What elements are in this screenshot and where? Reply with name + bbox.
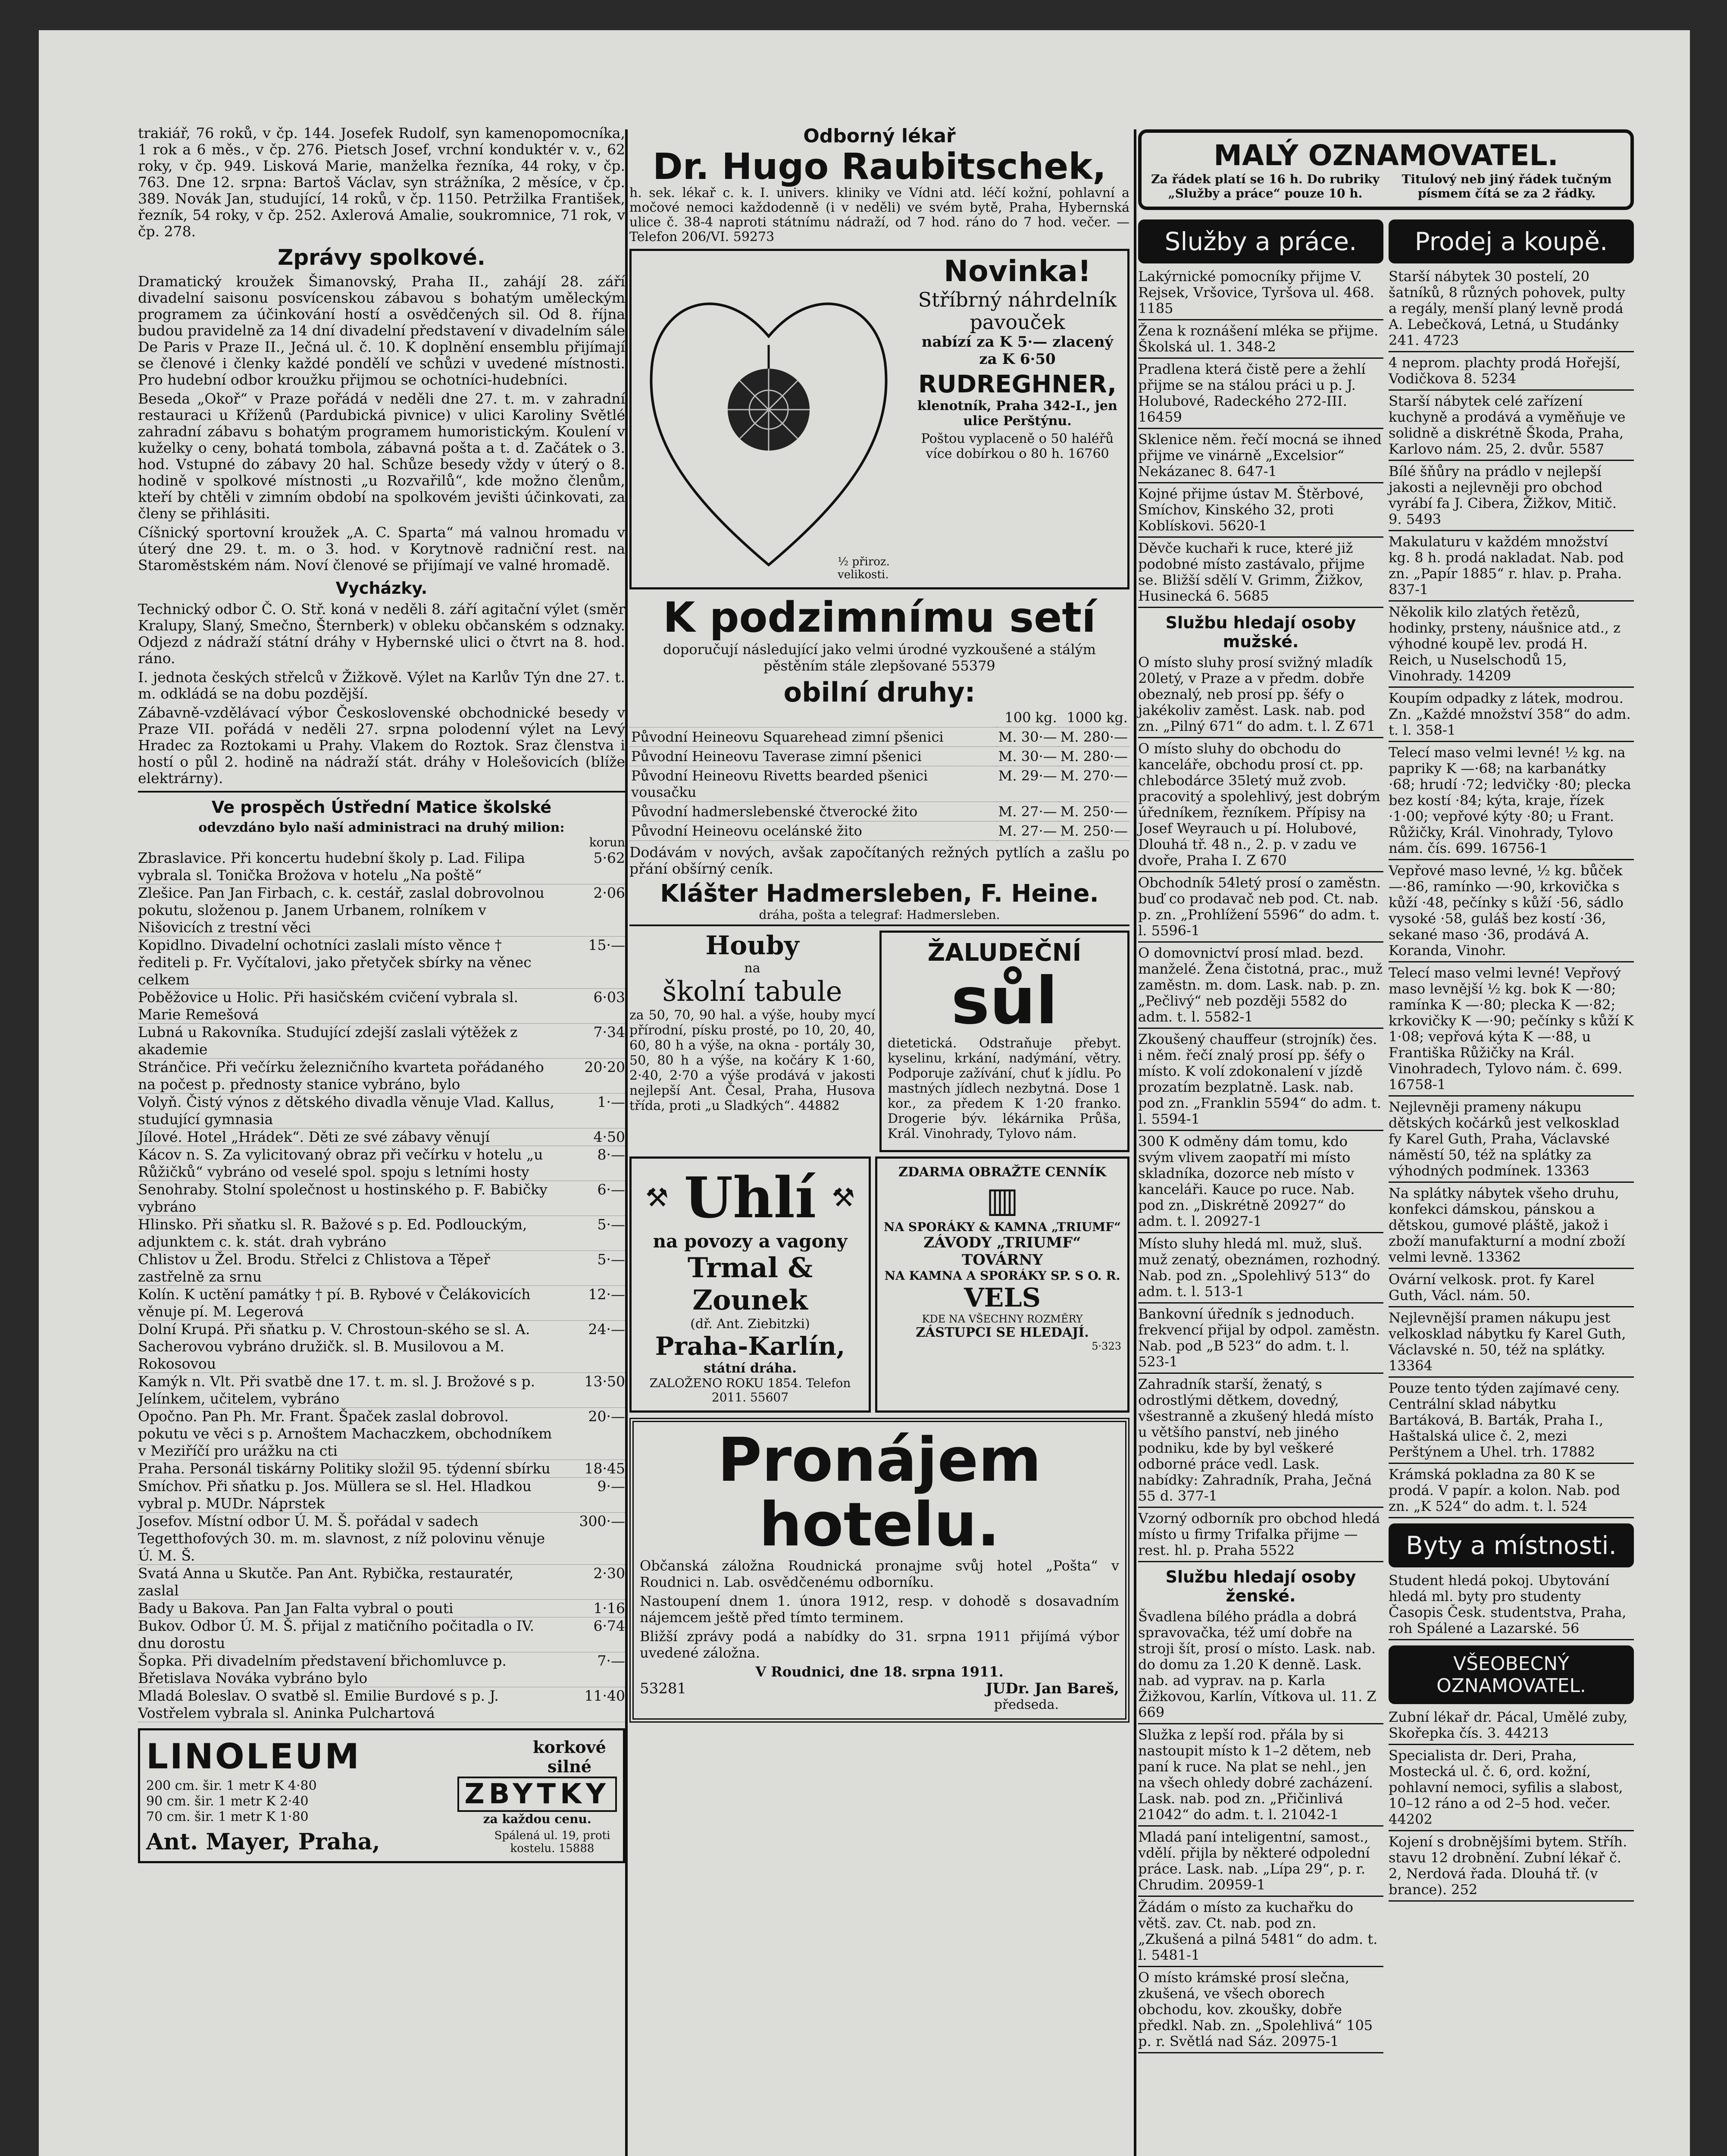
houby-ad bbox=[629, 931, 879, 1152]
column-rule bbox=[625, 129, 628, 2156]
donation-row bbox=[138, 1565, 625, 1600]
seti-firm: Klášter Hadmersleben, F. Heine. bbox=[660, 880, 1099, 908]
classified-ad: 4 neprom. plachty prodá Hořejší, Vodičkova 8. 5234 bbox=[1389, 355, 1634, 391]
classified-ad: O místo krámské prosí slečna, zkušená, ve všech oborech obchodu, kov. zkoušky, dobře předkl. Nab. zn. „Spolehlivá“ 105 p. r. Světlá nad Sáz. 20975-1 bbox=[1138, 1970, 1383, 2053]
column-middle bbox=[629, 125, 1129, 1727]
donation-amount: 7·— bbox=[597, 1652, 625, 1669]
grain-row bbox=[629, 802, 1129, 821]
grain-name: Původní Heineovu Squarehead zimní pšenici bbox=[629, 727, 997, 747]
donation-amount: 5·— bbox=[597, 1216, 625, 1233]
linoleum-firm: Ant. Mayer, Praha, bbox=[146, 1829, 380, 1855]
section-heading-hledaji-m: Službu hledají osoby mužské. bbox=[1165, 613, 1356, 651]
classified-ad: Kojení s drobnějšími bytem. Stříh. stavu 12 drobnění. Zubní lékař č. 2, Nerdová řada. Dlouhá tř. (v brance). 252 bbox=[1389, 1834, 1634, 1902]
donation-amount: 6·03 bbox=[593, 989, 625, 1006]
donation-amount: 20·20 bbox=[584, 1059, 625, 1075]
hotel-place: V Roudnici, dne 18. srpna 1911. bbox=[755, 1664, 1004, 1680]
zbytky-block bbox=[457, 1777, 617, 1826]
coal-founded: ZALOŽENO ROKU 1854. Telefon 2011. 55607 bbox=[649, 1376, 851, 1404]
classifieds-header bbox=[1138, 129, 1634, 210]
donation-amount: 6·— bbox=[597, 1181, 625, 1198]
donation-text: Hlinsko. Při sňatku sl. R. Bažové s p. Ed. Podlouckým, adjunktem c. k. stát. drah vybráno bbox=[138, 1216, 527, 1250]
donation-row bbox=[138, 1687, 625, 1722]
donation-row bbox=[138, 1460, 625, 1478]
coal-city: Praha-Karlín, bbox=[655, 1332, 845, 1361]
donation-text: Svatá Anna u Skutče. Pan Ant. Rybička, restauratér, zaslal bbox=[138, 1565, 514, 1599]
seti-firm-sub: dráha, pošta a telegraf: Hadmersleben. bbox=[629, 908, 1129, 926]
classified-ad: Koupím odpadky z látek, modrou. Zn. „Každé množství 358“ do adm. t. l. 358-1 bbox=[1389, 690, 1634, 742]
linoleum-address: Spálená ul. 19, proti kostelu. 15888 bbox=[494, 1829, 610, 1855]
donation-amount: 2·30 bbox=[593, 1565, 625, 1582]
classified-ad: Pradlena která čistě pere a žehlí přijme se na stálou práci u p. J. Holubové, Radeckého 272-III. 16459 bbox=[1138, 361, 1383, 429]
zbytky-sub: za každou cenu. bbox=[483, 1812, 591, 1826]
crossed-hammers-icon: ⚒ bbox=[645, 1182, 669, 1213]
article-paragraph: Technický odbor Č. O. Stř. koná v neděli 8. září agitační výlet (směr Kralupy, Slaný, Smečno, Šternberk) v obleku občanském s odznaky. Odjezd z nádraží státní dráhy v Hybernské ulici o čtvrt na 8. hod. ráno. bbox=[138, 601, 625, 667]
stove-firm-sub: KDE NA VŠECHNY ROZMĚRY bbox=[922, 1313, 1083, 1325]
houby-text: za 50, 70, 90 hal. a výše, houby mycí přírodní, písku prosté, po 10, 20, 40, 60, 80 h a výše, na okna - portály 30, 50, 80 h a výše, na kočáry K 1·60, 2·40, 2·70 a výše prodává v jakosti nejlepší Ant. Česal, Praha, Husova třída, proti „u Sladkých“. 44882 bbox=[629, 1008, 875, 1113]
doctor-ad-text: h. sek. lékař c. k. I. univers. kliniky ve Vídni atd. léčí kožní, pohlavní a močové nemoci každodenně (i v neděli) ve svém bytě, Praha, Hybernská ulice č. 38-4 naproti státnímu nádraží, od 7 hod. ráno do 7 hod. večer. — Telefon 206/VI. 59273 bbox=[629, 185, 1129, 244]
classified-ad: Služka z lepší rod. přála by si nastoupit místo k 1–2 dětem, neb paní k ruce. Na plat se nehl., jen na všech ohledy dobré zacházení. Lask. nab. pod zn. „Přičinlivá 21042“ do adm. t. l. 21042-1 bbox=[1138, 1727, 1383, 1827]
section-heading-spolky: Zprávy spolkové. bbox=[278, 245, 485, 270]
classified-ad: O místo sluhy do obchodu do kanceláře, obchodu prosí ct. pp. chlebodárce 35letý muž zvob. pracovitý a spolehlivý, jest dobrým úředníkem, řezníkem. Přípisy na Josef Weyrauch u pí. Holubové, Dlouhá tř. 48 n., 2. p. v zadu ve dvoře, Praha I. Z 670 bbox=[1138, 741, 1383, 872]
donation-row bbox=[138, 1128, 625, 1146]
donation-text: Dolní Krupá. Při sňatku p. V. Chrostoun-ského se sl. A. Sacherovou vybráno družičk. sl. B. Musilovou a M. Rokosovou bbox=[138, 1321, 530, 1372]
necklace-illustration bbox=[635, 254, 911, 584]
donation-row bbox=[138, 1181, 625, 1216]
classified-ad: Kojné přijme ústav M. Štěrbové, Smíchov, Kinského 32, proti Koblískovi. 5620-1 bbox=[1138, 486, 1383, 538]
classified-ad: Zkoušený chauffeur (strojník) čes. i něm. řečí znalý prosí pp. šéfy o místo. K volí zdokonalení v jízdě prozatím bezplatně. Lask. nab. pod zn. „Franklin 5594“ do adm. t. l. 5594-1 bbox=[1138, 1031, 1383, 1131]
donation-amount: 6·74 bbox=[593, 1617, 625, 1634]
section-heading-hledaji-z: Službu hledají osoby ženské. bbox=[1165, 1567, 1356, 1605]
price-line: 70 cm. šir. 1 metr K 1·80 bbox=[146, 1809, 309, 1824]
middle-ad-row bbox=[629, 931, 1129, 1152]
grain-name: Původní hadmerslebenské čtverocké žito bbox=[629, 802, 997, 821]
donation-text: Kopidlno. Divadelní ochotníci zaslali místo věnce † řediteli p. Fr. Vyčítalovi, jako přetyček sbírky na věnec celkem bbox=[138, 937, 532, 988]
grain-row bbox=[629, 821, 1129, 841]
classified-ad: O místo sluhy prosí svižný mladík 20letý, v Praze a v předm. dobře obeznalý, neb prosí pp. šéfy o jakékoliv zaměst. Lask. nab. pod zn. „Pilný 671“ do adm. t. l. Z 671 bbox=[1138, 655, 1383, 738]
classified-ad: Obchodník 54letý prosí o zaměstn. buď co prodavač neb pod. Ct. nab. p. zn. „Prohlížení 5596“ do adm. t. l. 5596-1 bbox=[1138, 875, 1383, 943]
donation-amount: 11·40 bbox=[584, 1687, 625, 1704]
donation-row bbox=[138, 884, 625, 937]
donation-text: Zbraslavice. Při koncertu hudební školy p. Lad. Filipa vybrala sl. Tonička Brožova v hotelu „Na poště“ bbox=[138, 849, 526, 884]
donation-text: Praha. Personál tiskárny Politiky složil 95. týdenní sbírku bbox=[138, 1460, 551, 1477]
linoleum-sub: korkové silné bbox=[533, 1737, 606, 1776]
classified-ad: Bílé šňůry na prádlo v nejlepší jakosti a nejlevněji pro obchod vyrábí fa J. Cibera, Žižkov, Mitič. 9. 5493 bbox=[1389, 464, 1634, 531]
donation-text: Poběžovice u Holic. Při hasičském cvičení vybrala sl. Marie Remešová bbox=[138, 989, 519, 1023]
grain-price-100: M. 29·— bbox=[997, 766, 1059, 802]
novinka-post: Poštou vyplaceně o 50 haléřů více dobírkou o 80 h. 16760 bbox=[921, 431, 1114, 461]
donation-row bbox=[138, 1478, 625, 1513]
stove-ad bbox=[875, 1156, 1129, 1413]
hotel-ad bbox=[629, 1418, 1129, 1723]
donation-row bbox=[138, 989, 625, 1024]
seti-heading: K podzimnímu setí bbox=[663, 593, 1096, 642]
donation-row bbox=[138, 1216, 625, 1251]
donation-text: Josefov. Místní odbor Ú. M. Š. pořádal v sadech Tegetthofových 30. m. m. slavnost, z níž polovinu věnuje Ú. M. Š. bbox=[138, 1513, 545, 1564]
donation-amount: 18·45 bbox=[584, 1460, 625, 1477]
grain-price-table bbox=[629, 708, 1129, 841]
donation-amount: 12·— bbox=[588, 1286, 625, 1303]
classified-ad: Lakýrnické pomocníky přijme V. Rejsek, Vršovice, Tyršova ul. 468. 1185 bbox=[1138, 269, 1383, 320]
salt-title: ŽALUDEČNÍ bbox=[927, 939, 1082, 967]
donation-text: Bady u Bakova. Pan Jan Falta vybral o pouti bbox=[138, 1600, 454, 1617]
grain-price-100: M. 30·— bbox=[997, 727, 1059, 747]
classified-ad: Pouze tento týden zajímavé ceny. Centrální sklad nábytku Bartáková, B. Barták, Praha I., Haštalská ulice č. 2, mezi Perštýnem a Uhel. trh. 17882 bbox=[1389, 1380, 1634, 1464]
coal-firm: Trmal & Zounek bbox=[687, 1252, 813, 1316]
classifieds-rate: Za řádek platí se 16 h. Do rubriky „Služby a práce“ pouze 10 h. bbox=[1151, 172, 1380, 201]
ads-list bbox=[1389, 1573, 1634, 1640]
column-right bbox=[1138, 125, 1634, 2056]
donation-text: Stránčice. Při večírku železničního kvarteta pořádaného na počest p. přednosty stanice vybráno, bylo bbox=[138, 1059, 544, 1093]
matice-subtitle: odevzdáno bylo naší administraci na druhý milion: bbox=[198, 820, 565, 835]
donation-row bbox=[138, 1617, 625, 1652]
grain-header-cell: 1000 kg. bbox=[1059, 708, 1129, 727]
stove-code: 5·323 bbox=[1092, 1340, 1121, 1352]
donation-text: Kamýk n. Vlt. Při svatbě dne 17. t. m. sl. J. Brožové s p. Jelínkem, učitelem, vybráno bbox=[138, 1373, 535, 1407]
coal-title: Uhlí bbox=[684, 1165, 817, 1231]
section-banner-byty: Byty a místnosti. bbox=[1389, 1523, 1634, 1567]
grain-header-cell bbox=[629, 708, 997, 727]
classified-ad: Makulaturu v každém množství kg. 8 h. prodá nakladat. Nab. pod zn. „Papír 1885“ r. hlav. p. Praha. 837-1 bbox=[1389, 534, 1634, 602]
grain-row bbox=[629, 766, 1129, 802]
necklace-caption: ½ přiroz. velikosti. bbox=[838, 555, 890, 581]
linoleum-prices bbox=[146, 1778, 317, 1825]
donation-amount: 5·— bbox=[597, 1251, 625, 1268]
donation-row bbox=[138, 1094, 625, 1128]
classified-ad: Zahradník starší, ženatý, s odrostlými dětkem, dovedný, všestranně a zkušený hledá místo u většího panství, neb jiného podniku, kde by byl veškeré odborné práce vedl. Lask. nabídky: Zahradník, Praha, Ječná 55 d. 377-1 bbox=[1138, 1376, 1383, 1508]
obili-heading: obilní druhy: bbox=[783, 677, 976, 708]
donation-text: Lubná u Rakovníka. Studující zdejší zaslali výtěžek z akademie bbox=[138, 1024, 518, 1058]
ads-list bbox=[1138, 269, 1383, 608]
necklace-ad bbox=[629, 249, 1129, 589]
donation-amount: 9·— bbox=[597, 1478, 625, 1495]
donation-row bbox=[138, 1321, 625, 1373]
linoleum-title: LINOLEUM bbox=[146, 1736, 361, 1777]
salt-ad bbox=[879, 931, 1129, 1152]
classified-ad: Sklenice něm. řečí mocná se ihned přijme ve vinárně „Excelsior“ Nekázanec 8. 647-1 bbox=[1138, 432, 1383, 483]
ads-list bbox=[1138, 655, 1383, 1562]
houby-title: Houby bbox=[705, 931, 799, 961]
classified-ad: Vepřové maso levné, ½ kg. bůček —·86, ramínko —·90, krkovička s kůží ·48, pečínky s kůží ·56, sádlo vysoké ·58, guláš bez kostí ·36, sekané maso ·36, prodává A. Koranda, Vinohr. bbox=[1389, 863, 1634, 962]
donation-row bbox=[138, 1251, 625, 1286]
coal-text: na povozy a vagony bbox=[653, 1231, 848, 1252]
stove-agents: ZÁSTUPCI SE HLEDAJÍ. bbox=[916, 1325, 1089, 1340]
donation-row bbox=[138, 1286, 625, 1321]
stove-firm: VELS bbox=[964, 1283, 1041, 1313]
donation-text: Volyň. Čistý výnos z dětského divadla věnuje Vlad. Kallus, studující gymnasia bbox=[138, 1094, 554, 1128]
donation-text: Smíchov. Při sňatku p. Jos. Müllera se sl. Hel. Hladkou vybral p. MUDr. Náprstek bbox=[138, 1478, 532, 1512]
donation-text: Senohraby. Stolní společnost u hostinského p. F. Babičky vybráno bbox=[138, 1181, 548, 1215]
classified-ad: Žádám o místo za kuchařku do větš. zav. Ct. nab. pod zn. „Zkušená a pilná 5481“ do adm. t. l. 5481-1 bbox=[1138, 1899, 1383, 1967]
donation-amount: 20·— bbox=[588, 1408, 625, 1425]
hotel-role: předseda. bbox=[994, 1697, 1059, 1712]
classified-ad: Bankovní úředník s jednoduch. frekvencí přijal by odpol. zaměstn. Nab. pod „B 523“ do adm. t. l. 523-1 bbox=[1138, 1306, 1383, 1374]
hotel-text: Občanská záložna Roudnická pronajme svůj hotel „Pošta“ v Roudnici n. Lab. osvědčenému odborníku. bbox=[640, 1557, 1119, 1590]
donation-row bbox=[138, 849, 625, 884]
donation-row bbox=[138, 1373, 625, 1408]
grain-row bbox=[629, 727, 1129, 747]
classified-ad: Mladá paní inteligentní, samost., vdělí. přijla by některé odpolední práce. Lask. nab. „Lípa 29“, p. r. Chrudim. 20959-1 bbox=[1138, 1829, 1383, 1897]
zbytky-title: ZBYTKY bbox=[457, 1777, 617, 1812]
classified-ad: Krámská pokladna za 80 K se prodá. V papír. a kolon. Nab. pod zn. „K 524“ do adm. t. l. 524 bbox=[1389, 1467, 1634, 1518]
grain-price-1000: M. 270·— bbox=[1059, 766, 1129, 802]
grain-header-cell: 100 kg. bbox=[997, 708, 1059, 727]
novinka-price: nabízí za K 5·— zlacený za K 6·50 bbox=[921, 333, 1114, 368]
classified-ad: Švadlena bílého prádla a dobrá spravovačka, též umí dobře na stroji šít, prosí o místo. Lask. nab. do domu za 1.20 K denně. Lask. nab. ad vyprav. na p. Karla Žižkovou, Karlín, Vítkova ul. 11. Z 669 bbox=[1138, 1609, 1383, 1724]
doctor-pretitle: Odborný lékař bbox=[803, 125, 956, 147]
stove-line: NA KAMNA A SPORÁKY SP. S O. R. bbox=[884, 1269, 1120, 1283]
hotel-title: hotelu. bbox=[759, 1490, 1000, 1560]
stove-icon: ▥ bbox=[986, 1180, 1019, 1220]
classified-ad: Nejlevněji prameny nákupu dětských kočárků jest velkosklad fy Karel Guth, Praha, Václavské náměstí 50, též na splátky za výhodných podmínek. 13363 bbox=[1389, 1099, 1634, 1183]
classified-ad: Starší nábytek 30 postelí, 20 šatníků, 8 různých pohovek, pulty a regály, menší planý levně prodá A. Lebečková, Letná, u Studánky 241. 4723 bbox=[1389, 269, 1634, 352]
novinka-sub: Stříbrný náhrdelník pavouček bbox=[918, 288, 1117, 334]
section-banner-prodej: Prodej a koupě. bbox=[1389, 219, 1634, 263]
donation-row bbox=[138, 1059, 625, 1094]
coal-firm-sub: (dř. Ant. Ziebitzki) bbox=[690, 1316, 810, 1332]
stove-line: NA SPORÁKY & KAMNA „TRIUMF“ bbox=[883, 1220, 1121, 1234]
donation-row bbox=[138, 1146, 625, 1181]
donation-text: Jílové. Hotel „Hrádek“. Děti ze své zábavy věnují bbox=[138, 1128, 490, 1145]
classified-ad: O domovnictví prosí mlad. bezd. manželé. Žena čistotná, prac., muž zaměstn. m. dom. Lask. nab. p. zn. „Pečlivý“ neb později 5582 do adm. t. l. 5582-1 bbox=[1138, 945, 1383, 1029]
article-paragraph: Dramatický kroužek Šimanovský, Praha II., zahájí 28. září divadelní saisonu posvícenskou zábavou s bohatým uměleckým programem za účinkování hostí a osvědčených sil. Od 8. října budou pravidelně za 14 dní divadelní představení v divadelním sále De Paris v Praze II., Ječná ul. č. 10. K doplnění ensemblu přijímají se členové i členky každé pondělí ve schůzi v uvedené místnosti. Pro hudební odbor kroužku přijmou se ochotníci-hudebníci. bbox=[138, 273, 625, 388]
classifieds-col-b bbox=[1389, 214, 1634, 2056]
classified-ad: Několik kilo zlatých řetězů, hodinky, prsteny, náušnice atd., z výhodné koupě lev. prodá H. Reich, u Nuselschodů 15, Vinohrady. 14209 bbox=[1389, 604, 1634, 688]
section-heading-vychazky: Vycházky. bbox=[335, 579, 428, 598]
classified-ad: Zubní lékař dr. Pácal, Umělé zuby, Skořepka čís. 3. 44213 bbox=[1389, 1709, 1634, 1745]
article-paragraph: Beseda „Okoř“ v Praze pořádá v neděli dne 27. t. m. v zahradní restauraci u Kříženů (Pardubická pivnice) v ulici Karoliny Světlé zahradní zábavu s bohatým programem humoristickým. Koulení v kuželky o ceny, bohatá tombola, zábavná pošta a t. d. Začátek o 3. hod. Vstupné do zábavy 20 hal. Schůze besedy vždy v úterý o 8. hodině v spolkové místnosti „u Rozvařilů“, kde možno členům, kteří by chtěli v zimním období na spolkovém jevišti účinkovati, za členy se přihlásiti. bbox=[138, 390, 625, 522]
houby-na: na bbox=[744, 961, 760, 976]
column-rule bbox=[1134, 129, 1136, 2156]
ads-list bbox=[1389, 1709, 1634, 1902]
grain-table-body bbox=[629, 727, 1129, 841]
article-paragraph: Zábavně-vzdělávací výbor Československé obchodnické besedy v Praze VII. pořádá v neděli 27. srpna polodenní výlet na Levý Hradec za Roztokami u Prahy. Vlakem do Roztok. Sraz členstva i hostí o půl 2. hodině na nádraží stát. dráhy v Holešovicích (blíže elektrárny). bbox=[138, 704, 625, 787]
donation-text: Zlešice. Pan Jan Firbach, c. k. cestář, zaslal dobrovolnou pokutu, složenou p. Janem Urbanem, rolníkem v Nišovicích z trestní věci bbox=[138, 884, 544, 936]
donation-row bbox=[138, 1652, 625, 1687]
donation-row bbox=[138, 1408, 625, 1460]
classified-ad: 300 K odměny dám tomu, kdo svým vlivem zaopatří mi místo skladníka, dozorce neb místo v kanceláři. Kauce po ruce. Nab. pod zn. „Diskrétně 20927“ do adm. t. l. 20927-1 bbox=[1138, 1134, 1383, 1233]
salt-word: sůl bbox=[951, 964, 1058, 1039]
ads-list bbox=[1138, 1609, 1383, 2053]
article-paragraph: I. jednota českých střelců v Žižkově. Výlet na Karlův Týn dne 27. t. m. odkládá se na dobu pozdější. bbox=[138, 669, 625, 702]
donation-amount: 300·— bbox=[579, 1513, 625, 1529]
hotel-text: Nastoupení dnem 1. února 1912, resp. v dohodě s dosavadním nájemcem ještě před tímto terminem. bbox=[640, 1593, 1119, 1626]
donation-row bbox=[138, 1024, 625, 1059]
divider bbox=[138, 791, 625, 793]
donation-row bbox=[138, 1600, 625, 1617]
hotel-title: Pronájem bbox=[717, 1425, 1042, 1495]
classified-ad: Vzorný odborník pro obchod hledá místo u firmy Trifalka přijme — rest. hl. p. Praha 5522 bbox=[1138, 1510, 1383, 1562]
grain-price-1000: M. 250·— bbox=[1059, 802, 1129, 821]
ads-list bbox=[1389, 269, 1634, 1518]
classified-ad: Místo sluhy hledá ml. muž, sluš. muž zenatý, obeznámen, rozhodný. Nab. pod zn. „Spolehlivý 513“ do adm. t. l. 513-1 bbox=[1138, 1236, 1383, 1304]
grain-price-1000: M. 280·— bbox=[1059, 747, 1129, 766]
classifieds-col-a bbox=[1138, 214, 1383, 2056]
donation-text: Mladá Boleslav. O svatbě sl. Emilie Burdové s p. J. Vostřelem vybrala sl. Aninka Pulchartová bbox=[138, 1687, 499, 1721]
section-banner-sluzby: Služby a práce. bbox=[1138, 219, 1383, 263]
donation-text: Bukov. Odbor Ú. M. Š. přijal z matičního počitadla o IV. dnu dorostu bbox=[138, 1617, 535, 1651]
classified-ad: Ovární velkosk. prot. fy Karel Guth, Václ. nám. 50. bbox=[1389, 1272, 1634, 1307]
donation-amount: 1·16 bbox=[593, 1600, 625, 1617]
stove-line: ZÁVODY „TRIUMF“ TOVÁRNY bbox=[923, 1234, 1081, 1269]
classified-ad: Děvče kuchaři k ruce, které již podobné místo zastávalo, přijme se. Bližší sdělí V. Grimm, Žižkov, Husinecká 6. 5685 bbox=[1138, 540, 1383, 608]
classifieds-title: MALÝ OZNAMOVATEL. bbox=[1214, 139, 1558, 172]
donation-text: Chlistov u Žel. Brodu. Střelci z Chlistova a Těpeř zastřelně za srnu bbox=[138, 1251, 490, 1285]
grain-price-100: M. 30·— bbox=[997, 747, 1059, 766]
donation-text: Kácov n. S. Za vylicitovaný obraz při večírku v hotelu „u Růžičků“ vybráno od veselé spol. spoju s letními hosty bbox=[138, 1146, 543, 1180]
houby-tabule: školní tabule bbox=[662, 976, 842, 1008]
donation-amount: 7·34 bbox=[593, 1024, 625, 1040]
necklace-text bbox=[911, 254, 1124, 584]
linoleum-ad bbox=[138, 1728, 625, 1863]
classified-ad: Specialista dr. Deri, Praha, Mostecká ul. č. 6, ord. kožní, pohlavní nemoci, syfilis a slabost, 10–12 ráno a od 2–5 hod. večer. 44202 bbox=[1389, 1748, 1634, 1831]
section-banner-vseobecny: VŠEOBECNÝ OZNAMOVATEL. bbox=[1389, 1645, 1634, 1704]
salt-text: dietetická. Odstraňuje přebyt. kyselinu, krkání, nadýmání, větry. Podporuje zažívání, chuť k jídlu. Po mastných jídlech nezbytná. Dose 1 kor., za předem K 1·20 franko. Drogerie býv. lékárnika Průša, Král. Vinohrady, Tylovo nám. bbox=[888, 1036, 1121, 1141]
classified-ad: Na splátky nábytek všeho druhu, konfekci dámskou, pánskou a dětskou, gumové pláště, jakož i zboží manufakturní a modní zboží velmi levně. 13362 bbox=[1389, 1185, 1634, 1269]
grain-price-1000: M. 250·— bbox=[1059, 821, 1129, 841]
price-line: 90 cm. šir. 1 metr K 2·40 bbox=[146, 1793, 309, 1809]
grain-price-100: M. 27·— bbox=[997, 821, 1059, 841]
doctor-name: Dr. Hugo Raubitschek, bbox=[652, 145, 1107, 188]
donation-amount: 13·50 bbox=[584, 1373, 625, 1390]
grain-name: Původní Heineovu ocelánské žito bbox=[629, 821, 997, 841]
donation-text: Opočno. Pan Ph. Mr. Frant. Špaček zaslal dobrovol. pokutu ve věci s p. Arnoštem Machaczkem, obchodníkem v Meziříčí pro urážku na cti bbox=[138, 1408, 552, 1459]
hotel-text: Bližší zprávy podá a nabídky do 31. srpna 1911 přijímá výbor uvedené záložna. bbox=[640, 1628, 1119, 1661]
donation-text: Šopka. Při divadelním představení břichomluvce p. Břetislava Nováka vybráno bylo bbox=[138, 1652, 507, 1686]
hotel-sign: JUDr. Jan Bareš, bbox=[986, 1680, 1119, 1697]
donation-text: Kolín. K uctění památky † pí. B. Rybové v Čelákovicích věnuje pí. M. Legerová bbox=[138, 1286, 531, 1320]
donation-row bbox=[138, 937, 625, 989]
donation-list bbox=[138, 849, 625, 1722]
grain-name: Původní Heineovu Rivetts bearded pšenici vousačku bbox=[629, 766, 997, 802]
donation-amount: 8·— bbox=[597, 1146, 625, 1163]
stove-top: ZDARMA OBRAŽTE CENNÍK bbox=[898, 1165, 1106, 1180]
classified-ad: Student hledá pokoj. Ubytování hledá ml. byty pro studenty Časopis Česk. studentstva, Praha, roh Spálené a Lazarské. 56 bbox=[1389, 1573, 1634, 1640]
donation-amount: 5·62 bbox=[593, 849, 625, 866]
novinka-firm: RUDREGHNER, bbox=[918, 370, 1117, 398]
seti-outro: Dodávám v nových, avšak započítaných režných pytlích a zašlu po přání obšírný ceník. bbox=[629, 844, 1129, 877]
heart-necklace-icon bbox=[635, 254, 902, 582]
classifieds-columns bbox=[1138, 214, 1634, 2056]
column-left bbox=[138, 125, 625, 1868]
classified-ad: Starší nábytek celé zařízení kuchyně a prodává a vyměňuje ve solidně a diskrétně Škoda, Praha, Karlovo nám. 25, 2. dvůr. 5587 bbox=[1389, 393, 1634, 461]
donation-row bbox=[138, 1513, 625, 1565]
coal-ad bbox=[629, 1156, 871, 1413]
donation-amount: 2·06 bbox=[593, 884, 625, 901]
classifieds-rate: Titulový neb jiný řádek tučným písmem čítá se za 2 řádky. bbox=[1402, 172, 1612, 201]
article-paragraph: Cíšnický sportovní kroužek „A. C. Sparta“ má valnou hromadu v úterý dne 29. t. m. o 3. hod. v Korytnově radniční rest. na Staroměstském nám. Noví členové se přijímají ve valné hromadě. bbox=[138, 524, 625, 573]
donation-amount: 4·50 bbox=[593, 1128, 625, 1145]
classified-ad: Telecí maso velmi levné! ½ kg. na papriky K —·68; na karbanátky ·68; hrudí ·72; ledvičky ·80; plecka bez kostí ·84; kýta, kraje, řízek ·1·00; vepřové kýty ·80; u Frant. Růžičky, Král. Vinohrady, Tylovo nám. čís. 699. 16756-1 bbox=[1389, 745, 1634, 860]
grain-row bbox=[629, 747, 1129, 766]
donation-amount: 15·— bbox=[588, 937, 625, 953]
currency-label: korun bbox=[589, 835, 625, 849]
novinka-firm-sub: klenotník, Praha 342-I., jen ulice Perštýnu. bbox=[917, 398, 1117, 429]
coal-stove-row bbox=[629, 1156, 1129, 1413]
grain-name: Původní Heineovu Taverase zimní pšenici bbox=[629, 747, 997, 766]
price-line: 200 cm. šir. 1 metr K 4·80 bbox=[146, 1778, 317, 1793]
grain-price-100: M. 27·— bbox=[997, 802, 1059, 821]
classified-ad: Nejlevnější pramen nákupu jest velkosklad nábytku fy Karel Guth, Václavské n. 50, též na splátky. 13364 bbox=[1389, 1310, 1634, 1378]
donation-amount: 1·— bbox=[597, 1094, 625, 1110]
grain-price-1000: M. 280·— bbox=[1059, 727, 1129, 747]
classified-ad: Telecí maso velmi levné! Vepřový maso levnější ½ kg. bok K —·80; ramínka K —·80; plecka K —·82; krkovičky K —·90; pečínky s kůží K 1·08; vepřová kýta K —·88, u Františka Růžičky na Král. Vinohradech, Tylovo nám. č. 699. 16758-1 bbox=[1389, 965, 1634, 1097]
obituary-notices: trakiář, 76 roků, v čp. 144. Josefek Rudolf, syn kamenopomocníka, 1 rok a 6 měs., v čp. 276. Pietsch Josef, vrchní konduktér v. v., 62 roky, v čp. 949. Lisková Marie, manželka řezníka, 44 roky, v čp. 763. Dne 12. srpna: Bartoš Václav, syn strážníka, 2 měsíce, v čp. 389. Novák Jan, studující, 14 roků, v čp. 1150. Petržilka František, řezník, 54 roky, v čp. 252. Axlerová Amalie, soukromnice, 71 rok, v čp. 278. bbox=[138, 125, 625, 240]
novinka-title: Novinka! bbox=[944, 254, 1091, 288]
crossed-hammers-icon: ⚒ bbox=[832, 1182, 855, 1213]
section-heading-matice: Ve prospěch Ústřední Matice školské bbox=[211, 798, 552, 817]
donation-amount: 24·— bbox=[588, 1321, 625, 1338]
hotel-code: 53281 bbox=[640, 1680, 687, 1697]
classified-ad: Žena k roznášení mléka se přijme. Školská ul. 1. 348-2 bbox=[1138, 323, 1383, 359]
seti-intro: doporučují následující jako velmi úrodné vyzkoušené a stálým pěstěním stále zlepšované 55379 bbox=[663, 641, 1096, 674]
coal-rail: státní dráha. bbox=[704, 1361, 797, 1376]
